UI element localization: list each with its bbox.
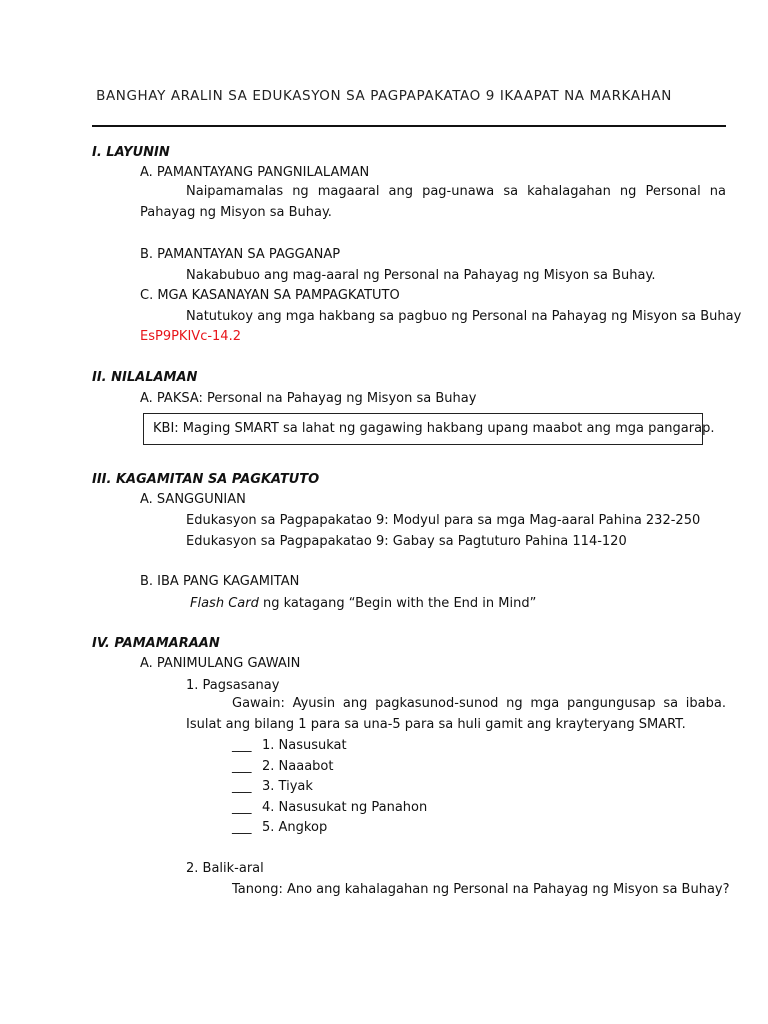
- step1-instructions: Gawain: Ayusin ang pagkasunod-sunod ng mga pangungusap sa ibaba. Isulat ang bilang 1 para sa una-5 para sa huli gamit ang krayteryang SMART.: [186, 696, 726, 732]
- list-item: ___ 1. Nasusukat: [232, 738, 347, 753]
- layunin-c-title: C. MGA KASANAYAN SA PAMPAGKATUTO: [140, 288, 400, 303]
- paksa-line: A. PAKSA: Personal na Pahayag ng Misyon sa Buhay: [140, 391, 477, 406]
- section-heading-nilalaman: II. NILALAMAN: [92, 370, 198, 385]
- kbi-text: KBI: Maging SMART sa lahat ng gagawing hakbang upang maabot ang mga pangarap.: [153, 421, 715, 436]
- title-divider: [92, 125, 726, 127]
- sanggunian-title: A. SANGGUNIAN: [140, 492, 246, 507]
- layunin-a-title: A. PAMANTAYANG PANGNILALAMAN: [140, 165, 370, 180]
- section-heading-pamamaraan: IV. PAMAMARAAN: [92, 636, 220, 651]
- layunin-b-text: Nakabubuo ang mag-aaral ng Personal na Pahayag ng Misyon sa Buhay.: [186, 268, 656, 283]
- flash-card-label: Flash Card: [190, 596, 259, 611]
- reference-item: Edukasyon sa Pagpapakatao 9: Gabay sa Pagtuturo Pahina 114-120: [186, 534, 627, 549]
- step2-question: Tanong: Ano ang kahalagahan ng Personal na Pahayag ng Misyon sa Buhay?: [232, 882, 730, 897]
- layunin-c-text: Natutukoy ang mga hakbang sa pagbuo ng Personal na Pahayag ng Misyon sa Buhay: [186, 309, 742, 324]
- step1-title: 1. Pagsasanay: [186, 678, 280, 693]
- kbi-box: [143, 413, 715, 445]
- materials-line: [190, 595, 536, 612]
- section-heading-layunin: I. LAYUNIN: [92, 145, 170, 160]
- section-heading-kagamitan: III. KAGAMITAN SA PAGKATUTO: [92, 472, 320, 487]
- list-item: ___ 5. Angkop: [232, 820, 328, 835]
- list-item: ___ 2. Naaabot: [232, 759, 334, 774]
- layunin-b-title: B. PAMANTAYAN SA PAGGANAP: [140, 247, 341, 262]
- list-item: ___ 4. Nasusukat ng Panahon: [232, 800, 428, 815]
- reference-item: Edukasyon sa Pagpapakatao 9: Modyul para sa mga Mag-aaral Pahina 232-250: [186, 513, 701, 528]
- competency-code: EsP9PKIVc-14.2: [140, 329, 241, 344]
- iba-pang-kagamitan-title: B. IBA PANG KAGAMITAN: [140, 574, 300, 589]
- list-item: ___ 3. Tiyak: [232, 779, 313, 794]
- layunin-a-text: Naipamamalas ng magaaral ang pag-unawa sa kahalagahan ng Personal na Pahayag ng Misyon sa Buhay.: [140, 184, 726, 220]
- document-title: BANGHAY ARALIN SA EDUKASYON SA PAGPAPAKATAO 9 IKAAPAT NA MARKAHAN: [96, 88, 672, 104]
- materials-rest: ng katagang “Begin with the End in Mind”: [258, 596, 537, 611]
- panimulang-gawain-title: A. PANIMULANG GAWAIN: [140, 656, 301, 671]
- step2-title: 2. Balik-aral: [186, 861, 264, 876]
